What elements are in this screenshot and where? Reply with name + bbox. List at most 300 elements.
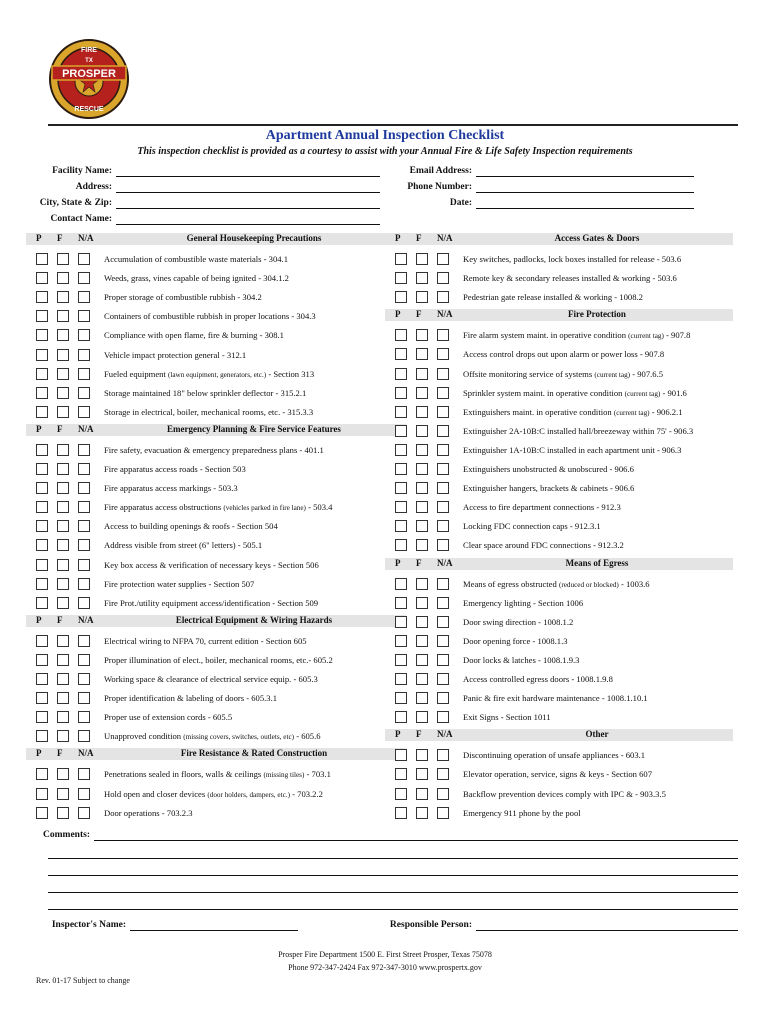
checklist-item xyxy=(395,596,733,614)
fail-checkbox[interactable] xyxy=(416,329,428,341)
na-checkbox[interactable] xyxy=(437,463,449,475)
item-text xyxy=(463,388,687,398)
pass-checkbox[interactable] xyxy=(36,368,48,380)
pass-checkbox[interactable] xyxy=(36,253,48,265)
pass-checkbox[interactable] xyxy=(395,807,407,819)
item-text xyxy=(463,712,551,722)
item-text xyxy=(104,407,313,417)
fail-checkbox[interactable] xyxy=(416,807,428,819)
pass-checkbox[interactable] xyxy=(36,654,48,666)
fail-checkbox[interactable] xyxy=(416,272,428,284)
checklist-item xyxy=(36,806,406,824)
item-label: Door locks & latches - 1008.1.9.3 xyxy=(463,654,580,665)
section-header xyxy=(26,615,406,627)
pass-checkbox[interactable] xyxy=(36,539,48,551)
checklist-item xyxy=(36,252,406,270)
item-label: Door swing direction - 1008.1.2 xyxy=(463,616,574,627)
item-text xyxy=(104,598,318,608)
item-label: Storage maintained 18" below sprinkler deflector - 315.2.1 xyxy=(104,387,307,398)
na-checkbox[interactable] xyxy=(437,501,449,513)
item-text xyxy=(104,369,314,379)
section-title: Means of Egress xyxy=(565,557,629,568)
item-label: Electrical wiring to NFPA 70, current edition - Section 605 xyxy=(104,635,307,646)
pass-checkbox[interactable] xyxy=(36,692,48,704)
city-state-zip-field[interactable] xyxy=(116,208,380,209)
section-title: Electrical Equipment & Wiring Hazards xyxy=(175,614,333,625)
item-code: - 907.6.5 xyxy=(630,368,664,379)
item-label: Storage in electrical, boiler, mechanical rooms, etc. - 315.3.3 xyxy=(104,406,314,417)
na-checkbox[interactable] xyxy=(437,425,449,437)
na-checkbox[interactable] xyxy=(437,749,449,761)
item-text xyxy=(463,598,583,608)
checklist-item xyxy=(395,767,733,785)
na-checkbox[interactable] xyxy=(78,539,90,551)
pass-checkbox[interactable] xyxy=(36,807,48,819)
na-checkbox[interactable] xyxy=(78,349,90,361)
pass-checkbox[interactable] xyxy=(36,578,48,590)
item-note: (missing tiles) xyxy=(263,771,305,780)
fail-checkbox[interactable] xyxy=(57,559,69,571)
item-label: Extinguisher hangers, brackets & cabinets - 906.6 xyxy=(463,483,635,494)
na-checkbox[interactable] xyxy=(78,788,90,800)
checklist-item xyxy=(395,672,733,690)
checklist-item xyxy=(36,634,406,652)
item-text xyxy=(104,502,332,512)
na-checkbox[interactable] xyxy=(78,559,90,571)
na-checkbox[interactable] xyxy=(437,654,449,666)
fail-checkbox[interactable] xyxy=(416,463,428,475)
fail-checkbox[interactable] xyxy=(57,711,69,723)
checklist-item xyxy=(395,443,733,461)
na-checkbox[interactable] xyxy=(437,711,449,723)
fail-checkbox[interactable] xyxy=(57,673,69,685)
pass-checkbox[interactable] xyxy=(395,749,407,761)
na-checkbox[interactable] xyxy=(437,597,449,609)
na-checkbox[interactable] xyxy=(437,482,449,494)
item-label: Fueled equipment xyxy=(104,368,168,379)
checklist-item xyxy=(395,271,733,289)
item-note: (current tag) xyxy=(613,408,650,417)
item-text xyxy=(463,349,664,359)
na-checkbox[interactable] xyxy=(78,768,90,780)
na-checkbox[interactable] xyxy=(437,272,449,284)
item-label: Compliance with open flame, fire & burning - 308.1 xyxy=(104,330,284,341)
pass-checkbox[interactable] xyxy=(395,444,407,456)
fail-checkbox[interactable] xyxy=(57,597,69,609)
pass-checkbox[interactable] xyxy=(36,291,48,303)
fail-checkbox[interactable] xyxy=(416,253,428,265)
logo-state: TX xyxy=(85,58,93,64)
fail-checkbox[interactable] xyxy=(57,482,69,494)
fail-checkbox[interactable] xyxy=(416,444,428,456)
item-text xyxy=(463,808,581,818)
pass-checkbox[interactable] xyxy=(395,788,407,800)
pass-checkbox[interactable] xyxy=(395,387,407,399)
na-checkbox[interactable] xyxy=(437,539,449,551)
page-title: Apartment Annual Inspection Checklist xyxy=(265,128,505,143)
item-text xyxy=(104,712,232,722)
na-checkbox[interactable] xyxy=(437,368,449,380)
section-title: General Housekeeping Precautions xyxy=(186,233,322,243)
na-checkbox[interactable] xyxy=(78,692,90,704)
na-checkbox[interactable] xyxy=(78,501,90,513)
footer-address: Prosper Fire Department 1500 E. First Street Prosper, Texas 75078 xyxy=(278,950,492,959)
na-checkbox[interactable] xyxy=(78,329,90,341)
item-label: Vehicle impact protection general - 312.1 xyxy=(104,349,247,360)
item-text xyxy=(104,636,307,646)
checklist-item xyxy=(36,710,406,728)
item-note: (door holders, dampers, etc.) xyxy=(207,790,290,799)
pass-checkbox[interactable] xyxy=(395,329,407,341)
pass-checkbox[interactable] xyxy=(36,673,48,685)
pass-checkbox[interactable] xyxy=(36,711,48,723)
comments-label: Comments: xyxy=(43,830,90,840)
pass-checkbox[interactable] xyxy=(36,520,48,532)
na-checkbox[interactable] xyxy=(437,444,449,456)
fail-checkbox[interactable] xyxy=(57,501,69,513)
checklist-item xyxy=(36,367,406,385)
checklist-item xyxy=(395,405,733,423)
section-header xyxy=(385,558,733,570)
na-checkbox[interactable] xyxy=(437,692,449,704)
fail-checkbox[interactable] xyxy=(416,520,428,532)
item-label: Fire Prot./utility equipment access/identification - Section 509 xyxy=(104,597,319,608)
na-checkbox[interactable] xyxy=(437,673,449,685)
pass-checkbox[interactable] xyxy=(395,368,407,380)
fail-checkbox[interactable] xyxy=(416,539,428,551)
pass-checkbox[interactable] xyxy=(36,768,48,780)
fail-checkbox[interactable] xyxy=(416,673,428,685)
fail-checkbox[interactable] xyxy=(57,329,69,341)
item-label: Discontinuing operation of unsafe appliances - 603.1 xyxy=(463,750,646,761)
pass-checkbox[interactable] xyxy=(395,673,407,685)
na-checkbox[interactable] xyxy=(78,654,90,666)
fail-checkbox[interactable] xyxy=(57,654,69,666)
na-checkbox[interactable] xyxy=(78,520,90,532)
column-header-na: N/A xyxy=(437,309,453,320)
na-checkbox[interactable] xyxy=(437,788,449,800)
city-state-zip-label: City, State & Zip: xyxy=(39,198,112,208)
section-header xyxy=(26,424,406,436)
checklist-item xyxy=(36,729,406,747)
pass-checkbox[interactable] xyxy=(395,768,407,780)
responsible-person-label: Responsible Person: xyxy=(389,920,472,930)
item-text xyxy=(463,483,634,493)
comments-line-4[interactable] xyxy=(48,892,738,893)
na-checkbox[interactable] xyxy=(78,482,90,494)
fail-checkbox[interactable] xyxy=(57,807,69,819)
fail-checkbox[interactable] xyxy=(57,406,69,418)
fail-checkbox[interactable] xyxy=(57,310,69,322)
pass-checkbox[interactable] xyxy=(36,272,48,284)
responsible-person-field[interactable] xyxy=(476,930,738,931)
pass-checkbox[interactable] xyxy=(395,463,407,475)
item-label: Door opening force - 1008.1.3 xyxy=(463,635,568,646)
fail-checkbox[interactable] xyxy=(416,654,428,666)
checklist-item xyxy=(395,806,733,824)
item-text xyxy=(104,311,316,321)
checklist-item xyxy=(395,748,733,766)
na-checkbox[interactable] xyxy=(78,711,90,723)
checklist-item xyxy=(36,691,406,709)
na-checkbox[interactable] xyxy=(78,807,90,819)
checklist-item xyxy=(36,653,406,671)
email-field[interactable] xyxy=(476,176,694,177)
section-title: Fire Protection xyxy=(568,309,626,320)
item-text xyxy=(104,674,318,684)
na-checkbox[interactable] xyxy=(78,368,90,380)
item-text xyxy=(463,292,643,302)
fail-checkbox[interactable] xyxy=(416,348,428,360)
item-text xyxy=(463,254,681,264)
pass-checkbox[interactable] xyxy=(395,578,407,590)
pass-checkbox[interactable] xyxy=(395,348,407,360)
section-header xyxy=(26,748,406,760)
logo-name: PROSPER xyxy=(62,68,116,80)
checklist-item xyxy=(395,538,733,556)
item-label: Hold open and closer devices xyxy=(104,788,208,799)
column-header-p: P xyxy=(36,423,42,434)
fail-checkbox[interactable] xyxy=(416,387,428,399)
fail-checkbox[interactable] xyxy=(416,749,428,761)
fail-checkbox[interactable] xyxy=(416,501,428,513)
item-label: Containers of combustible rubbish in proper locations - 304.3 xyxy=(104,311,316,322)
item-label: Fire protection water supplies - Section 507 xyxy=(104,578,255,589)
item-note: (current tag) xyxy=(624,389,661,398)
item-label: Penetrations sealed in floors, walls & ceilings xyxy=(104,769,264,780)
checklist-item xyxy=(36,405,406,423)
item-text xyxy=(104,254,288,264)
checklist-item xyxy=(36,328,406,346)
fail-checkbox[interactable] xyxy=(416,768,428,780)
fail-checkbox[interactable] xyxy=(57,520,69,532)
pass-checkbox[interactable] xyxy=(395,692,407,704)
fail-checkbox[interactable] xyxy=(416,692,428,704)
facility-name-field[interactable] xyxy=(116,176,380,177)
pass-checkbox[interactable] xyxy=(36,635,48,647)
na-checkbox[interactable] xyxy=(437,807,449,819)
pass-checkbox[interactable] xyxy=(36,597,48,609)
item-note: (missing covers, switches, outlets, etc) xyxy=(183,733,295,742)
item-label: Working space & clearance of electrical service equip. - 605.3 xyxy=(104,674,318,684)
date-field[interactable] xyxy=(476,208,694,209)
comments-line-2[interactable] xyxy=(48,858,738,859)
na-checkbox[interactable] xyxy=(78,387,90,399)
fail-checkbox[interactable] xyxy=(57,730,69,742)
na-checkbox[interactable] xyxy=(78,578,90,590)
comments-line-3[interactable] xyxy=(48,875,738,876)
item-text xyxy=(104,350,246,360)
item-code: - 703.2.2 xyxy=(289,788,323,799)
fail-checkbox[interactable] xyxy=(416,482,428,494)
item-code: - 605.6 xyxy=(294,731,321,742)
na-checkbox[interactable] xyxy=(437,578,449,590)
na-checkbox[interactable] xyxy=(437,348,449,360)
item-label: Key box access & verification of necessary keys - Section 506 xyxy=(104,559,319,570)
column-header-p: P xyxy=(395,557,401,568)
na-checkbox[interactable] xyxy=(437,616,449,628)
checklist-item xyxy=(36,309,406,327)
na-checkbox[interactable] xyxy=(437,291,449,303)
item-label: Emergency 911 phone by the pool xyxy=(463,807,581,818)
fail-checkbox[interactable] xyxy=(416,291,428,303)
pass-checkbox[interactable] xyxy=(395,597,407,609)
item-label: Extinguishers unobstructed & unobscured - 906.6 xyxy=(463,464,634,474)
fail-checkbox[interactable] xyxy=(416,406,428,418)
checklist-item xyxy=(36,386,406,404)
pass-checkbox[interactable] xyxy=(395,406,407,418)
na-checkbox[interactable] xyxy=(78,310,90,322)
column-header-p: P xyxy=(36,614,42,625)
item-text xyxy=(463,369,663,379)
item-label: Accumulation of combustible waste materials - 304.1 xyxy=(104,254,289,264)
column-header-p: P xyxy=(36,748,42,759)
item-label: Fire alarm system maint. in operative condition xyxy=(463,330,629,341)
item-text xyxy=(104,483,238,493)
na-checkbox[interactable] xyxy=(78,272,90,284)
contact-name-field[interactable] xyxy=(116,224,380,225)
fail-checkbox[interactable] xyxy=(416,597,428,609)
item-text xyxy=(463,617,573,627)
fail-checkbox[interactable] xyxy=(57,768,69,780)
fail-checkbox[interactable] xyxy=(416,616,428,628)
na-checkbox[interactable] xyxy=(78,635,90,647)
pass-checkbox[interactable] xyxy=(36,329,48,341)
na-checkbox[interactable] xyxy=(78,444,90,456)
date-label: Date: xyxy=(449,198,472,208)
column-header-p: P xyxy=(395,309,401,320)
pass-checkbox[interactable] xyxy=(36,406,48,418)
pass-checkbox[interactable] xyxy=(395,539,407,551)
checklist-item xyxy=(395,386,733,404)
inspector-name-field[interactable] xyxy=(130,930,298,931)
na-checkbox[interactable] xyxy=(437,387,449,399)
item-text xyxy=(463,655,579,665)
fail-checkbox[interactable] xyxy=(416,635,428,647)
fail-checkbox[interactable] xyxy=(57,578,69,590)
fail-checkbox[interactable] xyxy=(416,711,428,723)
column-header-f: F xyxy=(57,423,63,434)
pass-checkbox[interactable] xyxy=(395,616,407,628)
fail-checkbox[interactable] xyxy=(57,368,69,380)
pass-checkbox[interactable] xyxy=(36,482,48,494)
pass-checkbox[interactable] xyxy=(395,272,407,284)
fail-checkbox[interactable] xyxy=(57,635,69,647)
pass-checkbox[interactable] xyxy=(395,253,407,265)
fail-checkbox[interactable] xyxy=(416,425,428,437)
pass-checkbox[interactable] xyxy=(36,463,48,475)
checklist-item xyxy=(395,481,733,499)
comments-line-5[interactable] xyxy=(48,909,738,910)
item-text xyxy=(104,388,306,398)
pass-checkbox[interactable] xyxy=(395,482,407,494)
pass-checkbox[interactable] xyxy=(395,520,407,532)
column-header-na: N/A xyxy=(78,748,94,759)
fail-checkbox[interactable] xyxy=(416,578,428,590)
column-header-f: F xyxy=(57,748,63,759)
item-label: Access to building openings & roofs - Section 504 xyxy=(104,521,278,532)
pass-checkbox[interactable] xyxy=(36,444,48,456)
na-checkbox[interactable] xyxy=(437,520,449,532)
fail-checkbox[interactable] xyxy=(57,253,69,265)
item-label: Exit Signs - Section 1011 xyxy=(463,712,551,723)
item-text xyxy=(104,540,262,550)
pass-checkbox[interactable] xyxy=(36,349,48,361)
fail-checkbox[interactable] xyxy=(57,788,69,800)
pass-checkbox[interactable] xyxy=(36,730,48,742)
item-label: Fire apparatus access roads - Section 503 xyxy=(104,464,246,474)
pass-checkbox[interactable] xyxy=(395,654,407,666)
na-checkbox[interactable] xyxy=(437,329,449,341)
item-text xyxy=(463,769,652,779)
item-label: Proper identification & labeling of doors - 605.3.1 xyxy=(104,693,278,704)
phone-field[interactable] xyxy=(476,192,694,193)
pass-checkbox[interactable] xyxy=(36,788,48,800)
pass-checkbox[interactable] xyxy=(36,559,48,571)
pass-checkbox[interactable] xyxy=(36,501,48,513)
item-text xyxy=(104,330,284,340)
prosper-fire-rescue-logo xyxy=(48,38,130,120)
na-checkbox[interactable] xyxy=(78,291,90,303)
fail-checkbox[interactable] xyxy=(57,692,69,704)
fail-checkbox[interactable] xyxy=(416,368,428,380)
fail-checkbox[interactable] xyxy=(57,272,69,284)
fail-checkbox[interactable] xyxy=(57,387,69,399)
pass-checkbox[interactable] xyxy=(36,387,48,399)
item-text xyxy=(463,464,634,474)
item-text xyxy=(104,560,319,570)
na-checkbox[interactable] xyxy=(78,406,90,418)
checklist-item xyxy=(395,615,733,633)
fail-checkbox[interactable] xyxy=(57,291,69,303)
pass-checkbox[interactable] xyxy=(395,711,407,723)
na-checkbox[interactable] xyxy=(437,253,449,265)
na-checkbox[interactable] xyxy=(437,406,449,418)
pass-checkbox[interactable] xyxy=(395,501,407,513)
checklist-item xyxy=(36,271,406,289)
pass-checkbox[interactable] xyxy=(395,291,407,303)
item-label: Extinguisher 1A-10B:C installed in each apartment unit - 906.3 xyxy=(463,444,682,455)
na-checkbox[interactable] xyxy=(78,253,90,265)
comments-line-1[interactable] xyxy=(94,840,738,841)
item-label: Access control drops out upon alarm or power loss - 907.8 xyxy=(463,349,665,360)
item-label: Proper use of extension cords - 605.5 xyxy=(104,712,233,723)
checklist-item xyxy=(36,787,406,805)
address-field[interactable] xyxy=(116,192,380,193)
fail-checkbox[interactable] xyxy=(57,349,69,361)
na-checkbox[interactable] xyxy=(437,768,449,780)
item-text xyxy=(463,750,645,760)
na-checkbox[interactable] xyxy=(78,597,90,609)
pass-checkbox[interactable] xyxy=(395,635,407,647)
fail-checkbox[interactable] xyxy=(416,788,428,800)
item-label: Clear space around FDC connections - 912.3.2 xyxy=(463,540,624,551)
item-label: Fire apparatus access markings - 503.3 xyxy=(104,483,238,494)
na-checkbox[interactable] xyxy=(437,635,449,647)
fail-checkbox[interactable] xyxy=(57,463,69,475)
checklist-item xyxy=(36,558,406,576)
section-header xyxy=(26,233,406,245)
checklist-item xyxy=(36,577,406,595)
fail-checkbox[interactable] xyxy=(57,444,69,456)
contact-name-label: Contact Name: xyxy=(50,214,112,224)
na-checkbox[interactable] xyxy=(78,730,90,742)
pass-checkbox[interactable] xyxy=(395,425,407,437)
na-checkbox[interactable] xyxy=(78,463,90,475)
na-checkbox[interactable] xyxy=(78,673,90,685)
fail-checkbox[interactable] xyxy=(57,539,69,551)
pass-checkbox[interactable] xyxy=(36,310,48,322)
